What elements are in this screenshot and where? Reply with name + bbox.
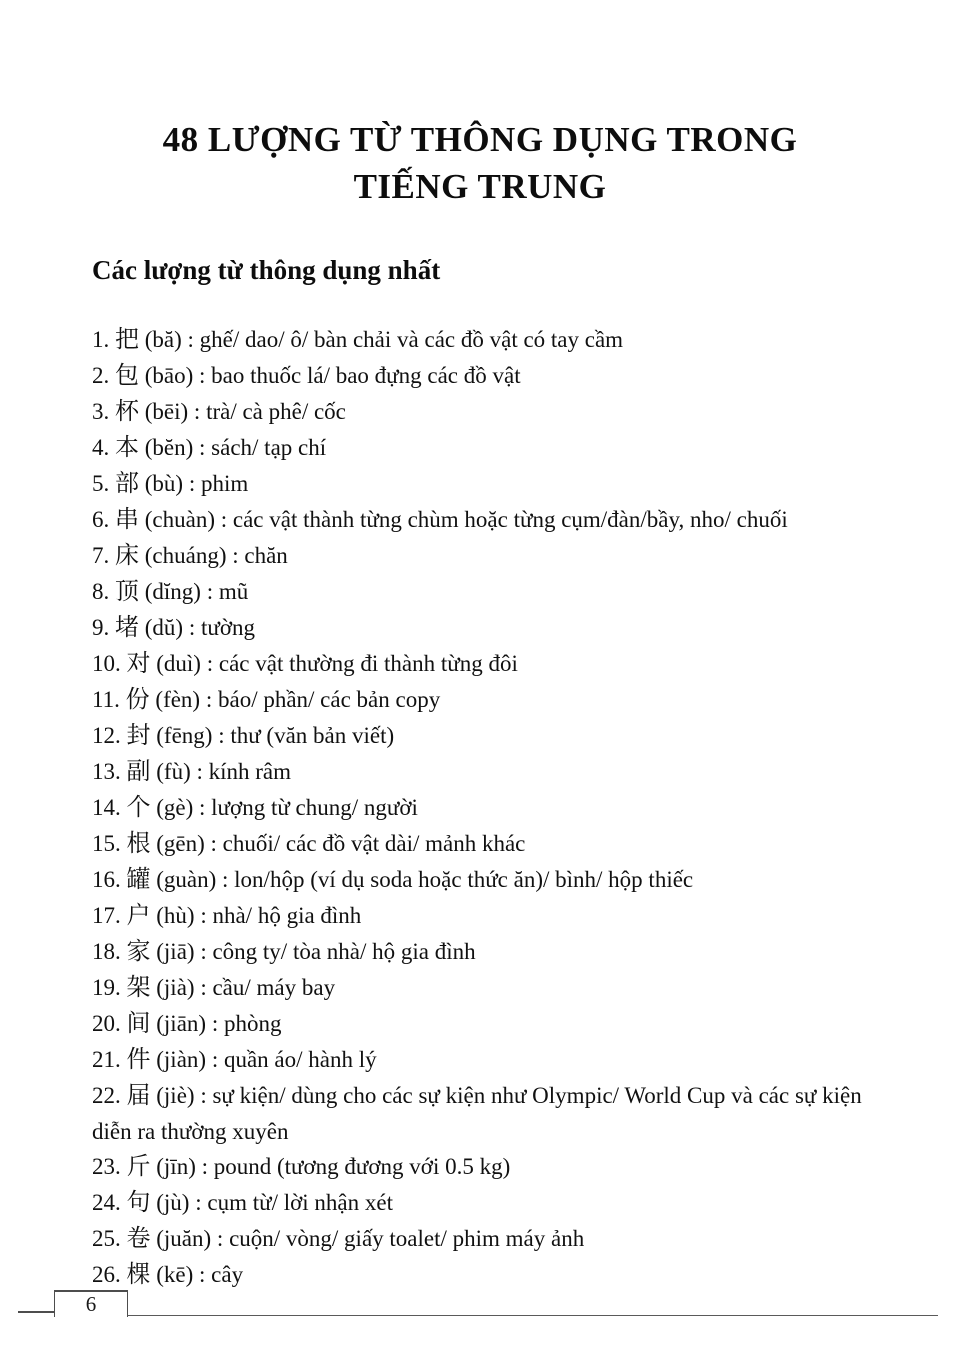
entry-meaning: cụm từ/ lời nhận xét: [207, 1190, 393, 1215]
entry-separator: :: [189, 1190, 208, 1215]
entry-separator: :: [193, 435, 212, 460]
entry-separator: :: [200, 579, 219, 604]
list-item: [92, 1257, 872, 1293]
entry-number: 9.: [92, 615, 115, 640]
entry-number: 20.: [92, 1011, 127, 1036]
entry-meaning: cuộn/ vòng/ giấy toalet/ phim máy ảnh: [229, 1226, 585, 1251]
entry-separator: :: [226, 543, 245, 568]
list-item: [92, 322, 872, 358]
list-item: [92, 430, 872, 466]
entry-separator: :: [211, 1226, 230, 1251]
list-item: [92, 718, 872, 754]
entry-hanzi: 卷: [126, 1226, 151, 1252]
list-item: [92, 1006, 872, 1042]
entry-pinyin: (hù): [150, 903, 195, 928]
entry-hanzi: 届: [126, 1083, 151, 1109]
entry-number: 13.: [92, 759, 127, 784]
entry-hanzi: 本: [115, 435, 139, 461]
entry-meaning: ghế/ dao/ ô/ bàn chải và các đồ vật có tay cầm: [199, 327, 624, 352]
entry-number: 4.: [92, 435, 115, 460]
entry-hanzi: 部: [115, 471, 139, 497]
entry-meaning: chăn: [244, 543, 288, 568]
entry-separator: :: [212, 723, 231, 748]
entry-pinyin: (bēi): [139, 399, 189, 424]
entry-pinyin: (chuàn): [139, 507, 215, 532]
entry-hanzi: 封: [126, 723, 151, 749]
list-item: [92, 1042, 872, 1078]
list-item: [92, 1185, 872, 1221]
entry-pinyin: (bāo): [139, 363, 194, 388]
entry-hanzi: 架: [126, 975, 151, 1001]
footer-rule-right: [128, 1315, 938, 1316]
entry-hanzi: 罐: [126, 867, 151, 893]
entry-hanzi: 杯: [115, 399, 139, 425]
entry-number: 3.: [92, 399, 115, 424]
entry-meaning: pound (tương đương với 0.5 kg): [213, 1154, 511, 1179]
entry-meaning: cầu/ máy bay: [212, 975, 336, 1000]
entry-number: 6.: [92, 507, 115, 532]
entry-meaning: nhà/ hộ gia đình: [212, 903, 362, 928]
page-title: [0, 0, 960, 210]
entry-meaning: công ty/ tòa nhà/ hộ gia đình: [212, 939, 476, 964]
entry-hanzi: 句: [126, 1190, 151, 1216]
entry-hanzi: 对: [126, 651, 151, 677]
entry-pinyin: (jiàn): [150, 1047, 207, 1072]
entry-number: 15.: [92, 831, 127, 856]
entry-separator: :: [204, 831, 223, 856]
entry-pinyin: (jīn): [150, 1154, 196, 1179]
entry-meaning: các vật thường đi thành từng đôi: [218, 651, 518, 676]
entry-separator: :: [188, 399, 207, 424]
entry-pinyin: (fù): [150, 759, 191, 784]
entry-separator: :: [181, 327, 200, 352]
entry-number: 22.: [92, 1083, 127, 1108]
entry-separator: :: [194, 1083, 213, 1108]
list-item: [92, 1149, 872, 1185]
entry-separator: :: [216, 867, 235, 892]
entry-separator: :: [206, 1047, 224, 1072]
list-item: [92, 538, 872, 574]
entry-meaning: mũ: [218, 579, 249, 604]
entry-hanzi: 堵: [115, 615, 139, 641]
entry-number: 19.: [92, 975, 127, 1000]
entry-pinyin: (fèn): [149, 687, 201, 712]
entry-meaning: kính râm: [208, 759, 292, 784]
list-item: [92, 826, 872, 862]
entry-pinyin: (jù): [150, 1190, 190, 1215]
list-item: [92, 790, 872, 826]
entry-separator: :: [215, 507, 233, 532]
entry-meaning: thư (văn bản viết): [230, 723, 395, 748]
entry-separator: :: [194, 903, 213, 928]
page-number-tab: [54, 1290, 128, 1317]
entry-meaning: phim: [200, 471, 249, 496]
entry-hanzi: 间: [126, 1011, 151, 1037]
entry-separator: :: [183, 471, 201, 496]
entry-separator: :: [200, 651, 219, 676]
entry-pinyin: (bù): [139, 471, 184, 496]
entry-number: 25.: [92, 1226, 127, 1251]
list-item: [92, 394, 872, 430]
footer-rule-left: [18, 1311, 54, 1313]
entry-pinyin: (guàn): [150, 867, 217, 892]
entry-number: 11.: [92, 687, 126, 712]
page-title-line1: 48 LƯỢNG TỪ THÔNG DỤNG TRONG: [162, 120, 798, 159]
entry-separator: :: [193, 795, 212, 820]
entry-number: 10.: [92, 651, 127, 676]
entry-separator: :: [193, 363, 212, 388]
list-item: [92, 1221, 872, 1257]
entry-pinyin: (jiān): [150, 1011, 207, 1036]
entry-hanzi: 床: [115, 543, 139, 569]
entry-pinyin: (bĕn): [139, 435, 194, 460]
list-item: [92, 1078, 872, 1149]
entry-meaning: sách/ tạp chí: [211, 435, 327, 460]
entry-number: 2.: [92, 363, 115, 388]
entry-hanzi: 斤: [126, 1154, 151, 1180]
entry-pinyin: (chuáng): [139, 543, 227, 568]
entry-pinyin: (jiè): [150, 1083, 195, 1108]
entry-number: 24.: [92, 1190, 127, 1215]
entry-hanzi: 副: [126, 759, 151, 785]
entry-hanzi: 把: [115, 327, 139, 353]
entry-separator: :: [200, 687, 218, 712]
list-item: [92, 970, 872, 1006]
entry-number: 8.: [92, 579, 115, 604]
entry-number: 1.: [92, 327, 115, 352]
entry-meaning: báo/ phần/ các bản copy: [217, 687, 441, 712]
entry-number: 12.: [92, 723, 127, 748]
entry-separator: :: [194, 975, 213, 1000]
entries-list: [92, 322, 872, 1293]
entry-pinyin: (jià): [150, 975, 195, 1000]
entry-separator: :: [183, 615, 201, 640]
entry-pinyin: (juăn): [150, 1226, 212, 1251]
entry-meaning: quần áo/ hành lý: [223, 1047, 377, 1072]
entry-meaning: các vật thành từng chùm hoặc từng cụm/đàn/bầy, nho/ chuối: [232, 507, 788, 532]
entry-meaning: cây: [211, 1262, 244, 1287]
entry-meaning: lượng từ chung/ người: [211, 795, 418, 820]
list-item: [92, 574, 872, 610]
entry-pinyin: (dĭng): [139, 579, 201, 604]
entry-number: 23.: [92, 1154, 127, 1179]
entry-pinyin: (gè): [150, 795, 194, 820]
entry-number: 18.: [92, 939, 127, 964]
page-footer: [18, 1290, 938, 1317]
page-number: 6: [85, 1292, 97, 1316]
list-item: [92, 934, 872, 970]
entry-separator: :: [194, 939, 213, 964]
list-item: [92, 466, 872, 502]
entry-pinyin: (duì): [150, 651, 201, 676]
entry-separator: :: [195, 1154, 214, 1179]
entry-meaning: chuối/ các đồ vật dài/ mảnh khác: [222, 831, 526, 856]
list-item: [92, 862, 872, 898]
entry-number: 26.: [92, 1262, 127, 1287]
entry-number: 14.: [92, 795, 127, 820]
entry-pinyin: (bă): [139, 327, 182, 352]
list-item: [92, 646, 872, 682]
entry-meaning: phòng: [223, 1011, 282, 1036]
entry-number: 5.: [92, 471, 115, 496]
entry-meaning: tường: [200, 615, 255, 640]
entry-hanzi: 棵: [126, 1262, 151, 1288]
entry-hanzi: 根: [126, 831, 151, 857]
entry-hanzi: 个: [126, 795, 151, 821]
list-item: [92, 682, 872, 718]
entry-pinyin: (gēn): [150, 831, 205, 856]
entry-hanzi: 家: [126, 939, 151, 965]
entry-pinyin: (jiā): [150, 939, 195, 964]
entry-separator: :: [190, 759, 209, 784]
list-item: [92, 358, 872, 394]
entry-hanzi: 包: [115, 363, 139, 389]
section-heading: Các lượng từ thông dụng nhất: [92, 255, 441, 285]
entry-meaning: bao thuốc lá/ bao đựng các đồ vật: [211, 363, 521, 388]
list-item: [92, 898, 872, 934]
entry-hanzi: 件: [126, 1047, 151, 1073]
entry-number: 21.: [92, 1047, 127, 1072]
page-title-line2: TIẾNG TRUNG: [353, 167, 607, 206]
entry-meaning: lon/hộp (ví dụ soda hoặc thức ăn)/ bình/ hộp thiếc: [234, 867, 694, 892]
entry-number: 16.: [92, 867, 127, 892]
entry-hanzi: 份: [125, 687, 150, 713]
list-item: [92, 502, 872, 538]
entry-number: 7.: [92, 543, 115, 568]
list-item: [92, 754, 872, 790]
entry-number: 17.: [92, 903, 127, 928]
entry-pinyin: (dŭ): [139, 615, 184, 640]
entry-hanzi: 顶: [115, 579, 139, 605]
list-item: [92, 610, 872, 646]
entry-meaning: sự kiện/ dùng cho các sự kiện như Olympic/ World Cup và các sự kiện diễn ra thường xuyên: [92, 1083, 862, 1144]
entry-separator: :: [206, 1011, 224, 1036]
entry-hanzi: 户: [126, 903, 151, 929]
entry-pinyin: (fēng): [150, 723, 213, 748]
entry-separator: :: [193, 1262, 212, 1287]
entry-pinyin: (kē): [150, 1262, 194, 1287]
entry-meaning: trà/ cà phê/ cốc: [206, 399, 346, 424]
entry-hanzi: 串: [115, 507, 139, 533]
